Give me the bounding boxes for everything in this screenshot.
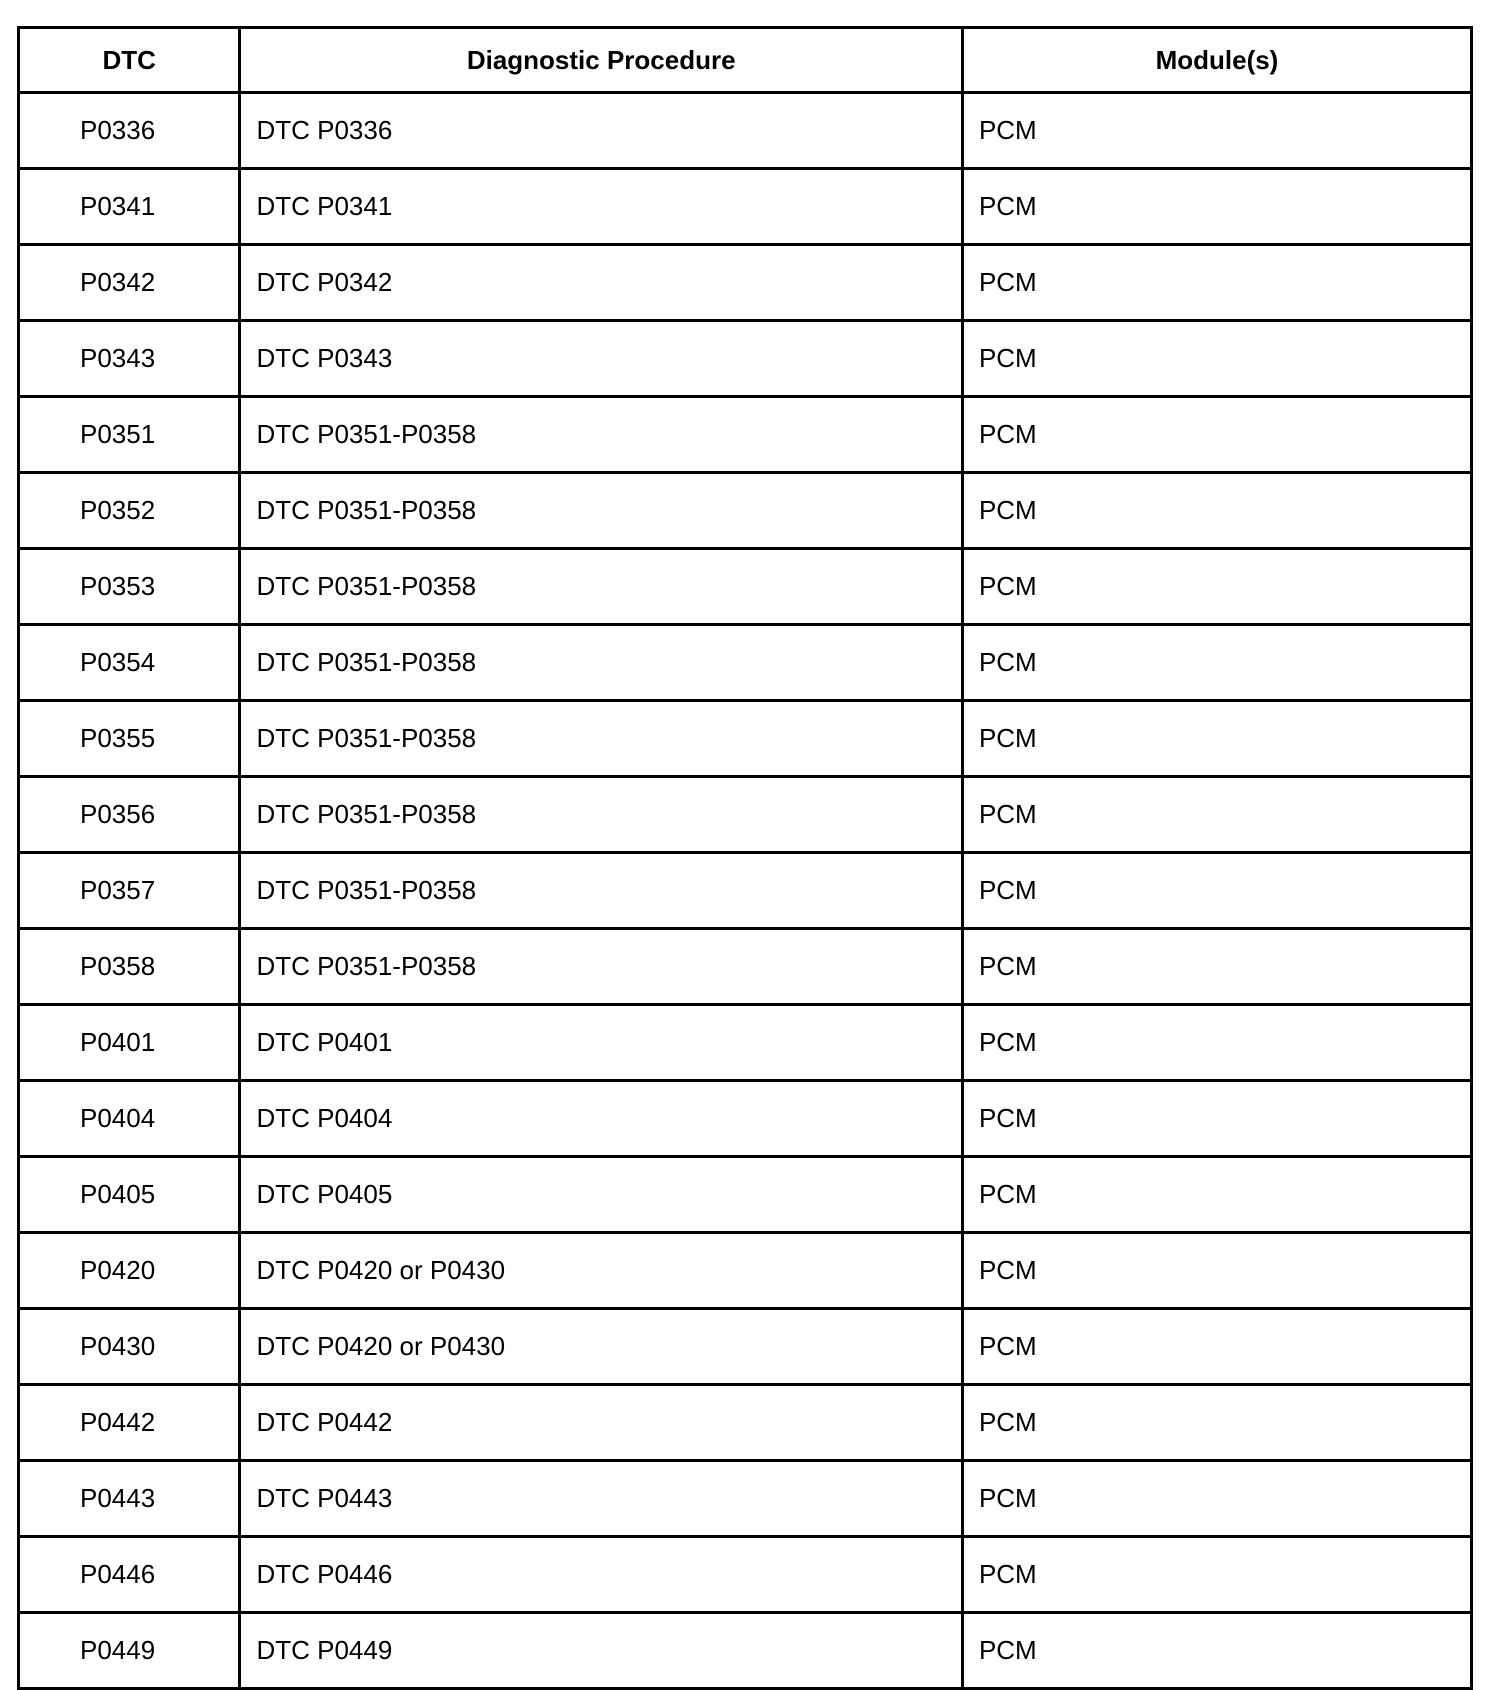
diagnostic-procedure-cell: DTC P0351-P0358 <box>240 473 962 549</box>
table-row <box>19 321 1472 397</box>
diagnostic-procedure-cell: DTC P0404 <box>240 1081 962 1157</box>
table-row <box>19 549 1472 625</box>
table-row <box>19 473 1472 549</box>
table-row <box>19 93 1472 169</box>
module-cell: PCM <box>962 1309 1471 1385</box>
diagnostic-procedure-cell: DTC P0446 <box>240 1537 962 1613</box>
diagnostic-procedure-cell: DTC P0351-P0358 <box>240 701 962 777</box>
module-cell: PCM <box>962 169 1471 245</box>
table-row <box>19 245 1472 321</box>
dtc-code-cell: P0404 <box>19 1081 240 1157</box>
table-row <box>19 1385 1472 1461</box>
module-cell: PCM <box>962 777 1471 853</box>
diagnostic-procedure-cell: DTC P0351-P0358 <box>240 777 962 853</box>
diagnostic-procedure-cell: DTC P0351-P0358 <box>240 397 962 473</box>
dtc-code-cell: P0442 <box>19 1385 240 1461</box>
header-modules: Module(s) <box>962 28 1471 93</box>
dtc-code-cell: P0353 <box>19 549 240 625</box>
diagnostic-procedure-cell: DTC P0336 <box>240 93 962 169</box>
dtc-code-cell: P0430 <box>19 1309 240 1385</box>
module-cell: PCM <box>962 1461 1471 1537</box>
diagnostic-procedure-cell: DTC P0443 <box>240 1461 962 1537</box>
dtc-code-cell: P0351 <box>19 397 240 473</box>
module-cell: PCM <box>962 701 1471 777</box>
diagnostic-procedure-cell: DTC P0342 <box>240 245 962 321</box>
table-row <box>19 397 1472 473</box>
module-cell: PCM <box>962 929 1471 1005</box>
module-cell: PCM <box>962 853 1471 929</box>
table-row <box>19 169 1472 245</box>
table-row <box>19 1309 1472 1385</box>
module-cell: PCM <box>962 1233 1471 1309</box>
diagnostic-procedure-cell: DTC P0351-P0358 <box>240 549 962 625</box>
table-body <box>19 93 1472 1689</box>
dtc-code-cell: P0449 <box>19 1613 240 1689</box>
dtc-code-cell: P0355 <box>19 701 240 777</box>
diagnostic-procedure-cell: DTC P0401 <box>240 1005 962 1081</box>
module-cell: PCM <box>962 321 1471 397</box>
module-cell: PCM <box>962 1081 1471 1157</box>
module-cell: PCM <box>962 1613 1471 1689</box>
diagnostic-procedure-cell: DTC P0351-P0358 <box>240 929 962 1005</box>
module-cell: PCM <box>962 549 1471 625</box>
dtc-code-cell: P0356 <box>19 777 240 853</box>
table-row <box>19 929 1472 1005</box>
diagnostic-procedure-cell: DTC P0405 <box>240 1157 962 1233</box>
diagnostic-procedure-cell: DTC P0442 <box>240 1385 962 1461</box>
table-row <box>19 1081 1472 1157</box>
table-row <box>19 625 1472 701</box>
diagnostic-procedure-cell: DTC P0351-P0358 <box>240 625 962 701</box>
module-cell: PCM <box>962 1537 1471 1613</box>
module-cell: PCM <box>962 473 1471 549</box>
diagnostic-procedure-cell: DTC P0351-P0358 <box>240 853 962 929</box>
diagnostic-procedure-cell: DTC P0420 or P0430 <box>240 1309 962 1385</box>
table-row <box>19 1461 1472 1537</box>
table-row <box>19 1157 1472 1233</box>
dtc-code-cell: P0352 <box>19 473 240 549</box>
module-cell: PCM <box>962 1385 1471 1461</box>
header-row <box>19 28 1472 93</box>
header-dtc: DTC <box>19 28 240 93</box>
dtc-code-cell: P0420 <box>19 1233 240 1309</box>
dtc-code-cell: P0446 <box>19 1537 240 1613</box>
dtc-code-cell: P0405 <box>19 1157 240 1233</box>
module-cell: PCM <box>962 397 1471 473</box>
table-row <box>19 777 1472 853</box>
table-header <box>19 28 1472 93</box>
dtc-code-cell: P0336 <box>19 93 240 169</box>
table-row <box>19 1613 1472 1689</box>
diagnostic-procedure-cell: DTC P0343 <box>240 321 962 397</box>
header-diagnostic-procedure: Diagnostic Procedure <box>240 28 962 93</box>
table-row <box>19 1537 1472 1613</box>
dtc-table <box>17 26 1473 1690</box>
table-row <box>19 1005 1472 1081</box>
dtc-code-cell: P0354 <box>19 625 240 701</box>
diagnostic-procedure-cell: DTC P0420 or P0430 <box>240 1233 962 1309</box>
table-row <box>19 853 1472 929</box>
module-cell: PCM <box>962 625 1471 701</box>
dtc-code-cell: P0358 <box>19 929 240 1005</box>
dtc-code-cell: P0341 <box>19 169 240 245</box>
dtc-code-cell: P0443 <box>19 1461 240 1537</box>
dtc-code-cell: P0401 <box>19 1005 240 1081</box>
dtc-code-cell: P0343 <box>19 321 240 397</box>
table-row <box>19 1233 1472 1309</box>
diagnostic-procedure-cell: DTC P0449 <box>240 1613 962 1689</box>
dtc-code-cell: P0357 <box>19 853 240 929</box>
diagnostic-procedure-cell: DTC P0341 <box>240 169 962 245</box>
module-cell: PCM <box>962 1157 1471 1233</box>
table-row <box>19 701 1472 777</box>
module-cell: PCM <box>962 1005 1471 1081</box>
dtc-code-cell: P0342 <box>19 245 240 321</box>
module-cell: PCM <box>962 93 1471 169</box>
module-cell: PCM <box>962 245 1471 321</box>
